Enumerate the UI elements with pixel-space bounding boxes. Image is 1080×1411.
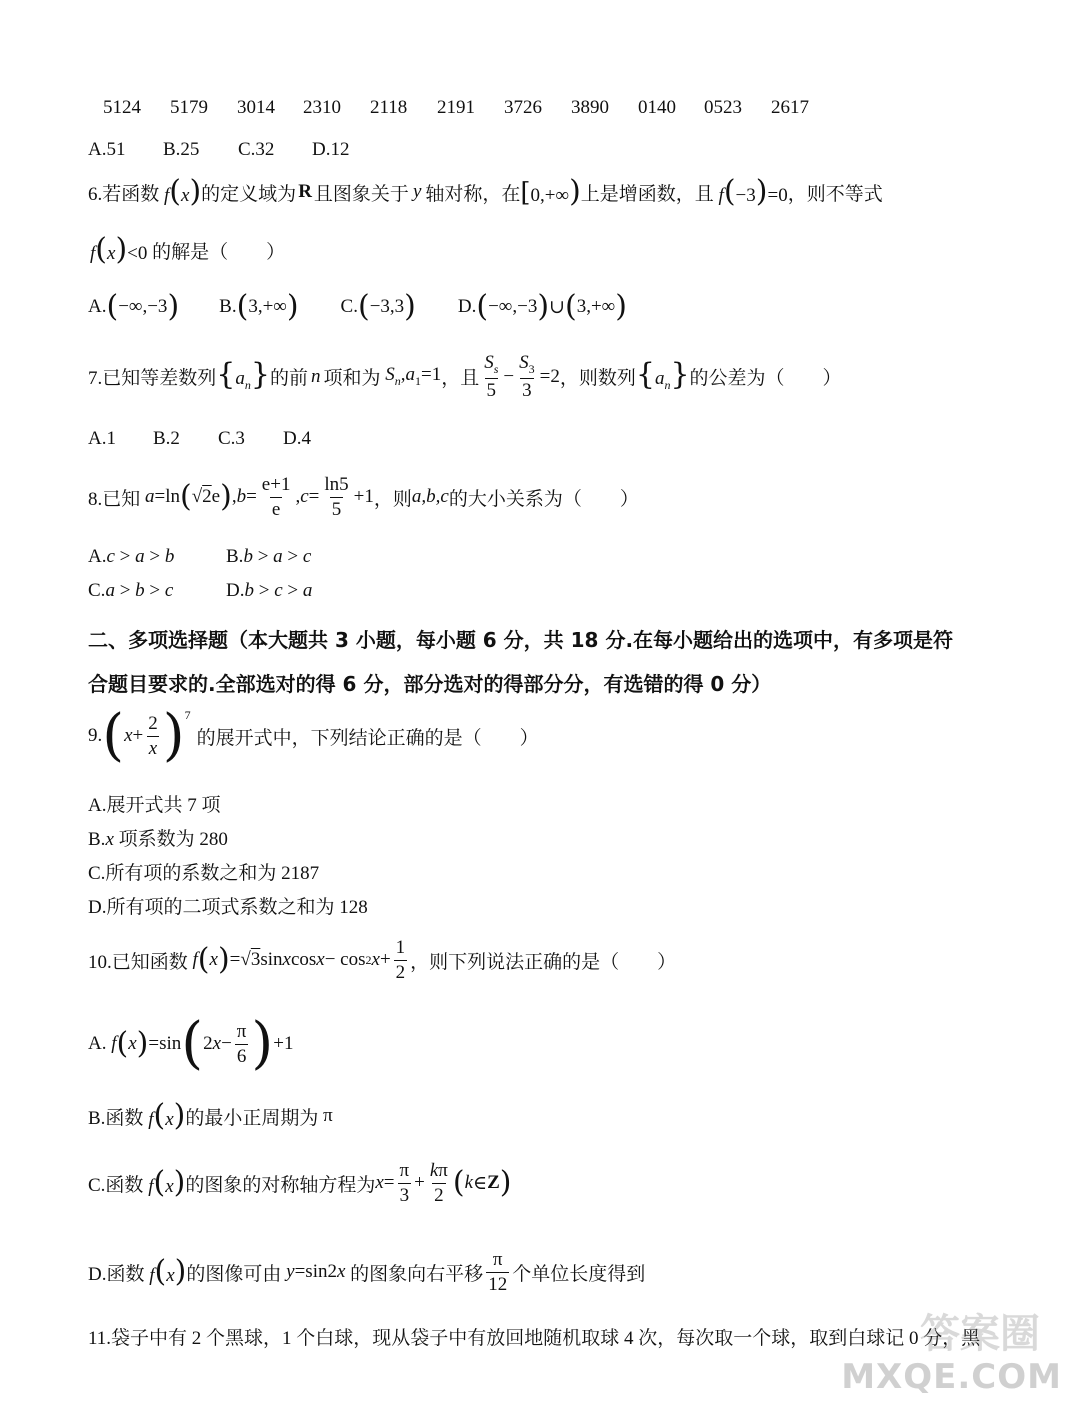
q7-option-d: D.4 bbox=[283, 428, 311, 449]
q8-math-definitions: a =ln ( √ 2 e ) , b = $\frac{e+1}{e}$ , c = $\frac{\ln 5}{5}$ +1 bbox=[145, 474, 374, 520]
random-number: 2310 bbox=[303, 97, 341, 118]
q10-option-c-math-fx: f(x) bbox=[148, 1165, 186, 1201]
question-10-stem bbox=[88, 937, 676, 984]
q6-option-c: C. ( −3,3 ) bbox=[340, 289, 416, 324]
q8-math-vars: a,b,c bbox=[411, 486, 449, 508]
q9-option-b: B.x 项系数为 280 bbox=[88, 829, 228, 850]
q6-option-b: B. ( 3,+∞ ) bbox=[219, 289, 299, 324]
section-2-heading-line1: 二、多项选择题（本大题共 3 小题，每小题 6 分，共 18 分.在每小题给出的选项中，有多项是符 bbox=[88, 628, 954, 652]
q8-prefix: 8.已知 bbox=[88, 488, 141, 510]
question-8-stem bbox=[88, 474, 639, 521]
question-9-stem bbox=[88, 703, 539, 768]
random-number: 3726 bbox=[504, 97, 542, 118]
q10-option-d-math-fx: f(x) bbox=[149, 1254, 187, 1290]
random-number: 0140 bbox=[638, 97, 676, 118]
q6-prefix: 6.若函数 bbox=[88, 183, 160, 205]
q8-option-b: B.b > a > c bbox=[226, 546, 312, 567]
random-number: 3014 bbox=[237, 97, 275, 118]
q6-R: R bbox=[298, 181, 312, 202]
q6-options bbox=[88, 289, 627, 324]
question-6-stem-line2 bbox=[90, 232, 286, 267]
q7-text: ，则数列 bbox=[559, 368, 636, 390]
q9-math-binomial: ( x + $\frac{2}{x}$ ) $^7$ bbox=[102, 703, 191, 768]
q6-option-d: D. ( −∞,−3 ) ∪ ( 3,+∞ ) bbox=[457, 289, 627, 324]
q7-prefix: 7.已知等差数列 bbox=[88, 368, 217, 390]
q9-option-d: D.所有项的二项式系数之和为 128 bbox=[88, 897, 368, 918]
q5-option-b: B.25 bbox=[163, 139, 200, 160]
q10-option-c: C.函数 f(x) 的图象的对称轴方程为 x = $\frac{\pi}{3}$ + $\frac{k\pi}{2}$ ( k ∈ Z ) bbox=[88, 1160, 512, 1206]
q9-option-a: A.展开式共 7 项 bbox=[88, 795, 221, 816]
q8-option-a: A.c > a > b bbox=[88, 546, 175, 567]
random-number: 3890 bbox=[571, 97, 609, 118]
q10-option-d-math-shift: $\frac{\pi}{12}$ bbox=[488, 1249, 508, 1295]
q6-text: 轴对称，在 bbox=[425, 183, 521, 205]
q9-prefix: 9. bbox=[88, 725, 103, 746]
q9-text: 的展开式中，下列结论正确的是（ ） bbox=[196, 727, 539, 749]
q8-option-d: D.b > c > a bbox=[226, 580, 313, 601]
random-number: 5179 bbox=[170, 97, 208, 118]
q7-math-seq2: $\{a_n\}$ bbox=[635, 357, 690, 393]
question-6-stem bbox=[88, 174, 883, 209]
q6-option-a: A. ( −∞,−3 ) bbox=[88, 289, 180, 324]
q7-option-b: B.2 bbox=[153, 428, 180, 449]
q7-text: ，且 bbox=[441, 368, 480, 390]
q6-text: 的定义域为 bbox=[201, 183, 297, 205]
q8-text: ，则 bbox=[373, 488, 412, 510]
q7-n: n bbox=[310, 365, 321, 387]
q6-math-ineq: f(x)<0 bbox=[90, 232, 153, 267]
q7-text: 的公差为（ ） bbox=[689, 368, 842, 390]
random-number: 5124 bbox=[103, 97, 141, 118]
watermark-logo: 答案圈 bbox=[920, 1311, 1040, 1357]
random-number: 2617 bbox=[771, 97, 809, 118]
q5-option-a: A.51 bbox=[88, 139, 126, 160]
q5-option-d: D.12 bbox=[312, 139, 350, 160]
watermark-text: MXQE.COM bbox=[841, 1357, 1062, 1397]
question-11-stem: 11.袋子中有 2 个黑球，1 个白球，现从袋子中有放回地随机取球 4 次，每次取一个球，取到白球记 0 分，黑 bbox=[88, 1328, 981, 1349]
q7-math-equation: $\frac{S_s}{5}$ − $\frac{S_3}{3}$ =2 bbox=[484, 352, 560, 401]
q7-text: 项和为 bbox=[323, 368, 381, 390]
q7-math-sn: $S_n,a_1=1$ bbox=[385, 364, 442, 389]
q10-prefix: 10.已知函数 bbox=[88, 951, 188, 973]
q10-option-b-pi: π bbox=[318, 1105, 333, 1126]
q6-math-fx: f(x) bbox=[164, 174, 202, 209]
q10-option-b-math: f(x) bbox=[148, 1098, 186, 1133]
q7-text: 的前 bbox=[269, 368, 308, 390]
q8-text: 的大小关系为（ ） bbox=[448, 488, 639, 510]
q6-math-interval: [0,+∞) bbox=[520, 174, 581, 209]
section-2-heading-line2: 合题目要求的.全部选对的得 6 分，部分选对的得部分分，有选错的得 0 分） bbox=[88, 672, 772, 696]
q6-math-condition: f(−3)=0 bbox=[718, 174, 788, 209]
random-number: 2118 bbox=[370, 97, 408, 118]
q6-text: ，则不等式 bbox=[787, 183, 883, 205]
q6-text: 且图象关于 bbox=[313, 183, 409, 205]
q10-option-a: A. f ( x ) =sin ( 2 x − $\frac{\pi}{6}$ ) +1 bbox=[88, 1011, 294, 1076]
q5-option-c: C.32 bbox=[238, 139, 275, 160]
q10-option-a-math: f ( x ) =sin ( 2 x − $\frac{\pi}{6}$ ) +1 bbox=[111, 1011, 294, 1076]
q6-text: 的解是（ ） bbox=[152, 241, 286, 263]
q7-math-seq: $\{a_n\}$ bbox=[216, 357, 270, 393]
random-number: 0523 bbox=[704, 97, 742, 118]
q7-option-a: A.1 bbox=[88, 428, 116, 449]
q7-option-c: C.3 bbox=[218, 428, 245, 449]
q10-text: ，则下列说法正确的是（ ） bbox=[410, 951, 677, 973]
q10-option-d: D.函数 f(x) 的图像可由 y=sin2x 的图象向右平移 $\frac{\pi}{12}$ 个单位长度得到 bbox=[88, 1249, 646, 1295]
q10-option-c-math: x = $\frac{\pi}{3}$ + $\frac{k\pi}{2}$ ( k ∈ Z ) bbox=[375, 1160, 512, 1206]
q6-y: y bbox=[412, 181, 422, 202]
question-7-stem bbox=[88, 352, 842, 401]
q10-option-b: B.函数 f(x) 的最小正周期为 π bbox=[88, 1098, 333, 1133]
random-number: 2191 bbox=[437, 97, 475, 118]
q8-option-c: C.a > b > c bbox=[88, 580, 174, 601]
q9-option-c: C.所有项的系数之和为 2187 bbox=[88, 863, 320, 884]
q6-text: 上是增函数，且 bbox=[580, 183, 714, 205]
q10-option-d-math-y: y=sin2x bbox=[286, 1261, 346, 1283]
q10-math-fx: f ( x ) =√ 3 sin x cos x − cos 2 x + $\frac{1}{2}$ bbox=[192, 937, 406, 983]
